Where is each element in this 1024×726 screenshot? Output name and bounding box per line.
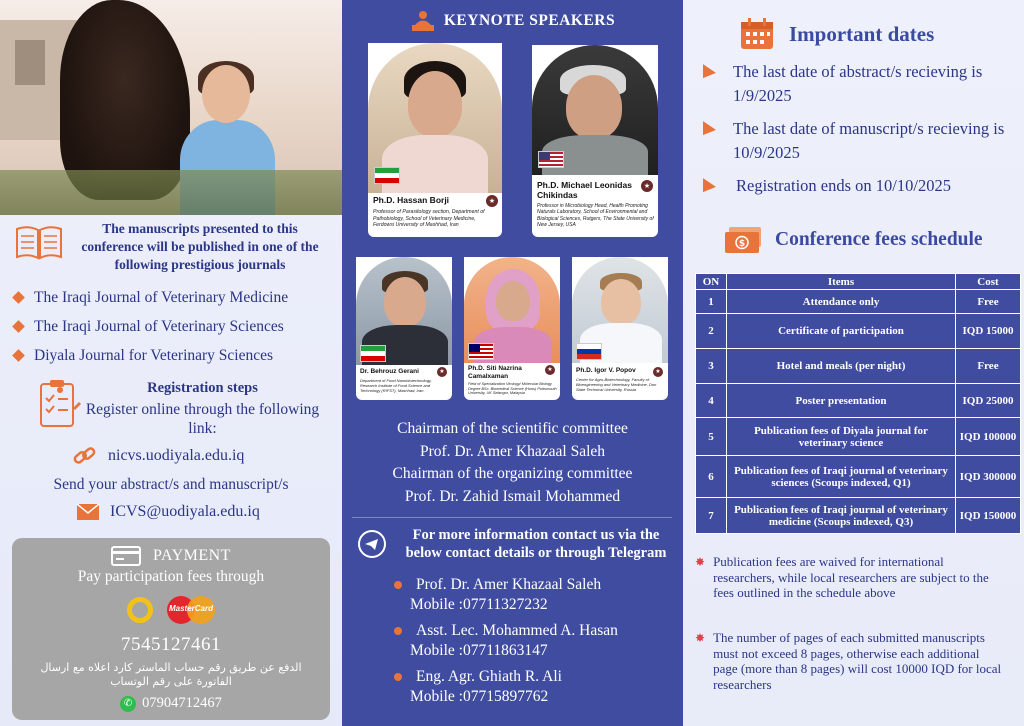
cost-cell: IQD 25000: [956, 384, 1021, 418]
cost-cell: Free: [956, 349, 1021, 384]
speaker-card: [368, 43, 502, 237]
red-star-icon: ✸: [695, 555, 706, 569]
russia-flag-icon: [576, 343, 602, 360]
contact-list: [394, 575, 674, 713]
contact-mobile[interactable]: Mobile :07711863147: [410, 642, 548, 659]
cost-cell: IQD 300000: [956, 456, 1021, 498]
registration-title: Registration steps: [147, 380, 258, 396]
bullet-icon: [394, 581, 402, 589]
speaker-card: [572, 257, 668, 400]
organizing-chair-title: Chairman of the organizing committee: [392, 465, 633, 482]
cost-cell: IQD 100000: [956, 418, 1021, 456]
column-header: ON: [696, 274, 727, 290]
calendar-icon: [739, 17, 775, 51]
red-star-icon: ✸: [695, 631, 706, 645]
payment-logos: [12, 594, 330, 626]
open-book-icon: [14, 223, 64, 261]
bullet-icon: [12, 320, 25, 333]
item-cell: Certificate of participation: [727, 314, 956, 349]
column-header: Cost: [956, 274, 1021, 290]
scientific-chair-title: Chairman of the scientific committee: [397, 420, 628, 437]
payment-heading: PAYMENT: [12, 546, 330, 566]
speaker-affiliation: Department of Food Nanobiotechnology, Research Institute of Food Science and Technology (RIFST), Mashhad, Iran: [360, 378, 432, 393]
mastercard-logo-icon: MasterCard: [167, 596, 215, 624]
registration-link[interactable]: nicvs.uodiyala.edu.iq: [72, 445, 292, 467]
speaker-affiliation: Field of Specialization Virology/ Molecular Biology Degree BSc. Biomedical Science (Hons) Portsmouth University, UK Selangor, Malaysia: [468, 382, 557, 396]
table-row: [696, 456, 1021, 498]
send-instructions: Send your abstract/s and manuscript/s: [53, 476, 289, 493]
cost-cell: IQD 15000: [956, 314, 1021, 349]
whatsapp-number[interactable]: ✆ 07904712467: [12, 695, 330, 712]
fees-heading: $ Conference fees schedule: [723, 225, 983, 255]
item-cell: Publication fees of Diyala journal for veterinary science: [727, 418, 956, 456]
clipboard-checklist-icon: [38, 378, 82, 430]
item-cell: Hotel and meals (per night): [727, 349, 956, 384]
item-cell: Publication fees of Iraqi journal of veterinary medicine (Scoups indexed, Q3): [727, 498, 956, 534]
table-row: [696, 290, 1021, 314]
dates-list: [703, 60, 1013, 207]
iran-flag-icon: [374, 167, 400, 184]
email-link[interactable]: ICVS@uodiyala.edu.iq: [76, 503, 296, 521]
contact-mobile[interactable]: Mobile :07715897762: [410, 688, 549, 705]
svg-text:$: $: [738, 239, 746, 249]
keynote-title: KEYNOTE SPEAKERS: [342, 10, 683, 32]
item-cell: Poster presentation: [727, 384, 956, 418]
arrow-bullet-icon: [703, 121, 716, 137]
credit-card-icon: [111, 546, 141, 566]
journal-list: [14, 283, 334, 370]
row-number-cell: 3: [696, 349, 727, 384]
row-number-cell: 2: [696, 314, 727, 349]
star-badge-icon: ★: [544, 364, 556, 376]
bullet-icon: [12, 349, 25, 362]
table-header-row: [696, 274, 1021, 290]
usa-flag-icon: [538, 151, 564, 168]
speaker-podium-icon: [410, 10, 436, 32]
table-row: [696, 314, 1021, 349]
item-cell: Attendance only: [727, 290, 956, 314]
date-item: Registration ends on 10/10/2025: [703, 174, 1013, 198]
malaysia-flag-icon: [468, 343, 494, 360]
table-row: [696, 418, 1021, 456]
row-number-cell: 1: [696, 290, 727, 314]
note-page-limit: ✸ The number of pages of each submitted manuscripts must not exceed 8 pages, otherwise each additional page (more than 8 pages) will cost 10000 IQD for local researchers: [695, 630, 1002, 692]
contact-item: Asst. Lec. Mohammed A. Hasan Mobile :07711863147: [394, 621, 674, 661]
speaker-name: Dr. Behrouz Gerani: [360, 368, 419, 375]
row-number-cell: 5: [696, 418, 727, 456]
arrow-bullet-icon: [703, 64, 716, 80]
payment-arabic-instructions: الدفع عن طريق رقم حساب الماستر كارد اعلاه مع ارسال الفاتورة على رقم الوتساب: [40, 661, 302, 688]
row-number-cell: 7: [696, 498, 727, 534]
contact-item: Prof. Dr. Amer Khazaal Saleh Mobile :07711327232: [394, 575, 674, 615]
middle-panel: [342, 0, 683, 726]
speaker-name: Ph.D. Siti Nazrina Camalxaman: [468, 365, 522, 380]
journal-item: The Iraqi Journal of Veterinary Sciences: [14, 312, 334, 341]
speaker-card: [356, 257, 452, 400]
table-row: [696, 498, 1021, 534]
organizing-chair-name: Prof. Dr. Zahid Ismail Mohammed: [404, 487, 621, 505]
contact-mobile[interactable]: Mobile :07711327232: [410, 596, 548, 613]
iran-flag-icon: [360, 345, 386, 362]
qi-card-logo-icon: [127, 597, 153, 623]
divider: [352, 517, 672, 518]
arrow-bullet-icon: [703, 178, 716, 194]
star-badge-icon: ★: [640, 179, 654, 193]
journals-intro: The manuscripts presented to this conference will be published in one of the following prestigious journals: [81, 221, 319, 272]
table-row: [696, 384, 1021, 418]
right-panel: [683, 0, 1024, 726]
payment-box: [12, 538, 330, 720]
star-badge-icon: ★: [652, 366, 664, 378]
item-cell: Publication fees of Iraqi journal of veterinary sciences (Scoups indexed, Q1): [727, 456, 956, 498]
journal-item: The Iraqi Journal of Veterinary Medicine: [14, 283, 334, 312]
cost-cell: IQD 150000: [956, 498, 1021, 534]
speaker-name: Ph.D. Igor V. Popov: [576, 367, 636, 374]
date-item: The last date of abstract/s recieving is 1/9/2025: [703, 60, 1013, 108]
journal-item: Diyala Journal for Veterinary Sciences: [14, 341, 334, 370]
contact-heading: For more information contact us via the below contact details or through Telegram: [405, 527, 667, 561]
payment-subtitle: Pay participation fees through: [77, 568, 265, 585]
envelope-icon: [76, 503, 100, 521]
committee-chairs: [342, 418, 683, 508]
date-item: The last date of manuscript/s recieving is 10/9/2025: [703, 117, 1013, 165]
fees-table: [695, 273, 1021, 534]
cost-cell: Free: [956, 290, 1021, 314]
row-number-cell: 6: [696, 456, 727, 498]
column-header: Items: [727, 274, 956, 290]
table-row: [696, 349, 1021, 384]
payment-account-number: 7545127461: [121, 634, 221, 655]
speaker-affiliation: Professor in Microbiology Head, Health Promoting Naturals Laboratory, School of Environmental and Biological Sciences, Rutgers, The State University of New Jersey, USA: [537, 203, 654, 228]
speaker-card: [464, 257, 560, 400]
contact-item: Eng. Agr. Ghiath R. Ali Mobile :07715897762: [394, 667, 674, 707]
note-waiver: ✸ Publication fees are waived for international researchers, while local researchers are subject to the fees outlined in the schedule above: [695, 554, 989, 600]
row-number-cell: 4: [696, 384, 727, 418]
speaker-name: Ph.D. Hassan Borji: [373, 195, 450, 205]
hero-photo-vet-with-horse: [0, 0, 342, 215]
scientific-chair-name: Prof. Dr. Amer Khazaal Saleh: [419, 442, 606, 460]
speaker-affiliation: Professor of Parasitology section, Department of Pathobiology, School of Veterinary Medicine, Ferdowsi University of Mashhad, Iran: [373, 209, 485, 228]
bullet-icon: [12, 291, 25, 304]
bullet-icon: [394, 627, 402, 635]
speaker-name: Ph.D. Michael Leonidas Chikindas: [537, 180, 632, 200]
money-bill-icon: [723, 225, 765, 255]
speaker-card: [532, 45, 658, 237]
telegram-icon[interactable]: [358, 530, 386, 558]
important-dates-heading: Important dates: [739, 17, 934, 51]
left-panel: [0, 0, 342, 726]
registration-text: Register online through the following link:: [85, 401, 320, 437]
link-icon: [72, 445, 98, 467]
star-badge-icon: ★: [485, 194, 499, 208]
bullet-icon: [394, 673, 402, 681]
star-badge-icon: ★: [436, 366, 448, 378]
speaker-affiliation: Center for Agro-Biotechnology, Faculty of Bioengineering and Veterinary Medicine, Don State Technical University, Russia: [576, 377, 657, 392]
whatsapp-icon: ✆: [120, 696, 136, 712]
